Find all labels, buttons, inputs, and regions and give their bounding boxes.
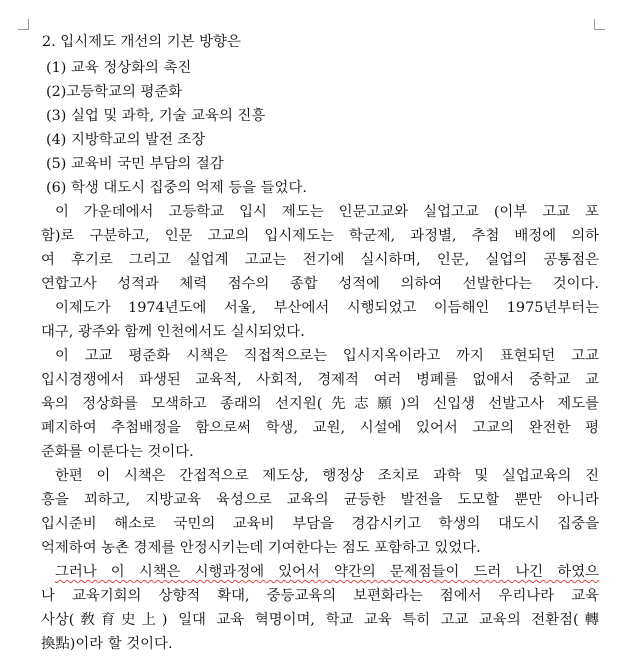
list-item: (6) 학생 대도시 집중의 억제 등을 들었다. [46,180,307,196]
paragraph-line: 함)로 구분하고, 인문 고교의 입시제도는 학군제, 과정별, 추첨 배정에 의하 [41,228,599,244]
paragraph-line: 이 가운데에서 고등학교 입시 제도는 인문고교와 실업고교 (이부 고교 포 [55,204,599,220]
section-heading: 2. 입시제도 개선의 기본 방향은 [42,34,241,50]
paragraph-line: 준화를 이룬다는 것이다. [41,444,194,460]
spellcheck-underlined-text: 그러나 이 시책은 시행과정에 있어서 약간의 문제점들이 드러 나긴 하였으 [55,564,599,580]
page-margin-corner-marker [594,19,605,30]
paragraph-line: 여 후기로 그리고 실업계 고교는 전기에 실시하며, 인문, 실업의 공통점은 [41,252,599,268]
paragraph-line: 換點)이라 할 것이다. [41,636,173,652]
list-item: (1) 교육 정상화의 촉진 [46,60,192,76]
paragraph-line: 대구, 광주와 함께 인천에서도 실시되었다. [41,324,305,340]
list-item: (4) 지방학교의 발전 조장 [46,132,206,148]
paragraph-line: 이제도가 1974년도에 서울, 부산에서 시행되었고 이듬해인 1975년부터는 [55,300,599,316]
list-item: (5) 교육비 국민 부담의 절감 [46,156,224,172]
paragraph-line: 연합고사 성적과 체력 점수의 종합 성적에 의하여 선발한다는 것이다. [41,276,599,292]
paragraph-line [41,560,599,584]
list-item: (2)고등학교의 평준화 [46,84,183,100]
page-margin-corner-marker [18,19,29,30]
paragraph-line: 입시준비 해소로 국민의 교육비 부담을 경감시키고 학생의 대도시 집중을 [41,516,599,532]
paragraph-line: 흥을 꾀하고, 지방교육 육성으로 교육의 균등한 발전을 도모할 뿐만 아니라 [41,492,599,508]
list-item: (3) 실업 및 과학, 기술 교육의 진흥 [46,108,266,124]
paragraph-line: 억제하여 농촌 경제를 안정시키는데 기여한다는 점도 포함하고 있었다. [41,540,481,556]
paragraph-line: 입시경쟁에서 파생된 교육적, 사회적, 경제적 여러 병폐를 없애서 중학교 교 [41,372,599,388]
paragraph-line: 육의 정상화를 모색하고 종래의 선지원(先志願)의 신입생 선발고사 제도를 [41,396,599,412]
paragraph-line: 나 교육기회의 상향적 확대, 중등교육의 보편화라는 점에서 우리나라 교육 [41,588,599,604]
paragraph-line: 폐지하여 추첨배정을 함으로써 학생, 교원, 시설에 있어서 고교의 완전한 평 [41,420,599,436]
paragraph-line: 이 고교 평준화 시책은 직접적으로는 입시지옥이라고 까지 표현되던 고교 [55,348,599,364]
paragraph-line: 한편 이 시책은 간접적으로 제도상, 행정상 조치로 과학 및 실업교육의 진 [55,468,599,484]
paragraph-line: 사상(敎育史上) 일대 교육 혁명이며, 학교 교육 특히 고교 교육의 전환점(轉 [41,612,599,628]
